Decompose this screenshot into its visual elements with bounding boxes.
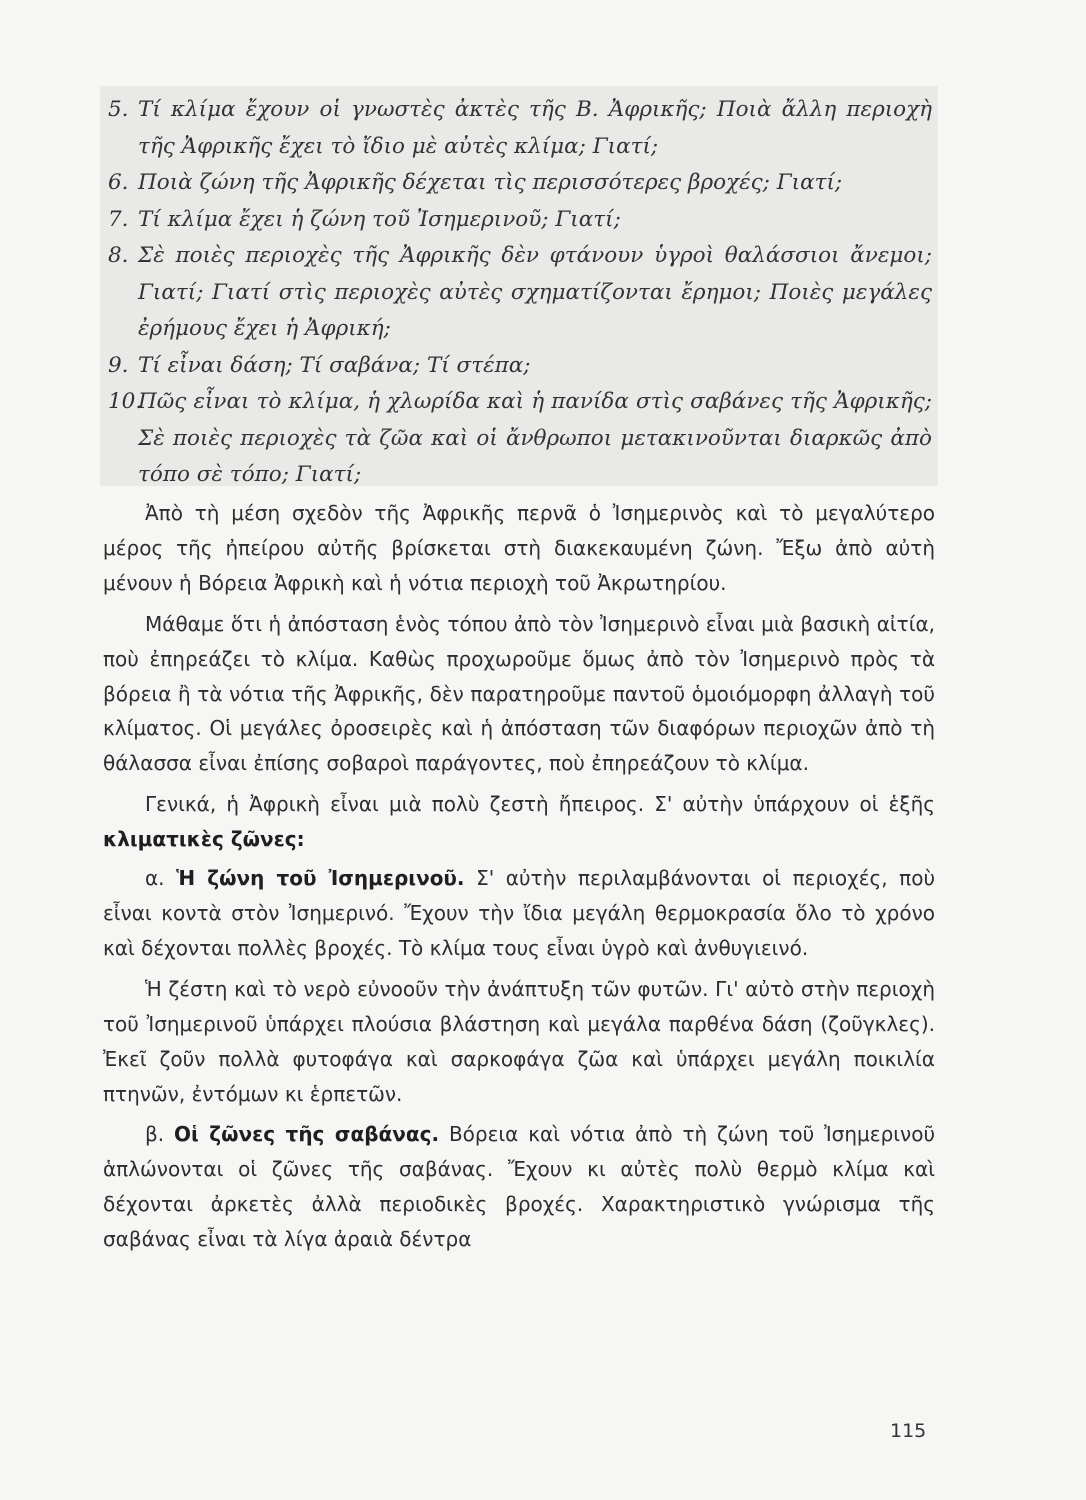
question-number: 9.	[108, 352, 129, 378]
question-number: 5.	[108, 97, 129, 122]
page-number: 115	[890, 1420, 927, 1442]
review-questions-box	[100, 86, 938, 486]
list-letter: α.	[145, 866, 165, 891]
paragraph-savanna-zone	[103, 1117, 935, 1257]
question-text: Πῶς εἶναι τὸ κλίμα, ἡ χλωρίδα καὶ ἡ πανίδα στὶς σαβάνες τῆς Ἀφρικῆς; Σὲ ποιὲς περιοχὲς τὰ ζῶα καὶ οἱ ἄνθρωποι μετακινοῦνται διαρκῶς ἀπὸ τόπο σὲ τόπο; Γιατί;	[138, 389, 932, 487]
question-number: 10.	[108, 389, 143, 414]
question-text: Τί κλίμα ἔχει ἡ ζώνη τοῦ Ἰσημερινοῦ; Γιατί;	[138, 206, 621, 232]
list-letter: β.	[145, 1122, 165, 1147]
paragraph-vegetation: Ἡ ζέστη καὶ τὸ νερὸ εὐνοοῦν τὴν ἀνάπτυξη τῶν φυτῶν. Γι' αὐτὸ στὴν περιοχὴ τοῦ Ἰσημερινοῦ ὑπάρχει πλούσια βλάστηση καὶ μεγάλα παρθένα δάση (ζοῦγκλες). Ἐκεῖ ζοῦν πολλὰ φυτοφάγα καὶ σαρκοφάγα ζῶα καὶ ὑπάρχει μεγάλη ποικιλία πτηνῶν, ἐντόμων κι ἑρπετῶν.	[103, 976, 935, 1106]
paragraph-text: Βόρεια καὶ νότια ἀπὸ τὴ ζώνη τοῦ Ἰσημερινοῦ ἁπλώνονται οἱ ζῶνες τῆς σαβάνας. Ἔχουν κι αὐτὲς πολὺ θερμὸ κλίμα καὶ δέχονται ἀρκετὲς ἀλλὰ περιοδικὲς βροχές. Χαρακτηριστικὸ γνώρισμα τῆς σαβάνας εἶναι τὰ λίγα ἀραιὰ δέντρα	[103, 1122, 936, 1252]
question-number: 8.	[108, 243, 129, 268]
question-item	[108, 238, 932, 348]
question-text: Τί εἶναι δάση; Τί σαβάνα; Τί στέπα;	[138, 352, 531, 378]
section-heading: Οἱ ζῶνες τῆς σαβάνας.	[174, 1122, 440, 1147]
bold-term: κλιματικὲς ζῶνες	[103, 827, 297, 852]
colon: :	[296, 827, 305, 852]
question-text: Τί κλίμα ἔχουν οἱ γνωστὲς ἀκτὲς τῆς Β. Ἀφρικῆς; Ποιὰ ἄλλη περιοχὴ τῆς Ἀφρικῆς ἔχει τὸ ἴδιο μὲ αὐτὲς κλίμα; Γιατί;	[138, 97, 932, 159]
question-number: 6.	[108, 170, 129, 195]
paragraph-distance: Μάθαμε ὅτι ἡ ἀπόσταση ἑνὸς τόπου ἀπὸ τὸν Ἰσημερινὸ εἶναι μιὰ βασικὴ αἰτία, ποὺ ἐπηρεάζει τὸ κλίμα. Καθὼς προχωροῦμε ὅμως ἀπὸ τὸν Ἰσημερινὸ πρὸς τὰ βόρεια ἢ τὰ νότια τῆς Ἀφρικῆς, δὲν παρατηροῦμε παντοῦ ὁμοιόμορφη ἀλλαγὴ τοῦ κλίματος. Οἱ μεγάλες ὀροσειρὲς καὶ ἡ ἀπόσταση τῶν διαφόρων περιοχῶν ἀπὸ τὴ θάλασσα εἶναι ἐπίσης σοβαροὶ παράγοντες, ποὺ ἐπηρεάζουν τὸ κλίμα.	[103, 611, 935, 776]
question-text: Σὲ ποιὲς περιοχὲς τῆς Ἀφρικῆς δὲν φτάνουν ὑγροὶ θαλάσσιοι ἄνεμοι; Γιατί; Γιατί στὶς περιοχὲς αὐτὲς σχηματίζονται ἔρημοι; Ποιὲς μεγάλες ἐρήμους ἔχει ἡ Ἀφρική;	[138, 243, 932, 341]
question-item	[108, 384, 932, 494]
paragraph-text: Σ' αὐτὴν περιλαμβάνονται οἱ περιοχές, ποὺ εἶναι κοντὰ στὸν Ἰσημερινό. Ἔχουν τὴν ἴδια μεγάλη θερμοκρασία ὅλο τὸ χρόνο καὶ δέχονται πολλὲς βροχές. Τὸ κλίμα τους εἶναι ὑγρὸ καὶ ἀνθυγιεινό.	[103, 866, 936, 960]
question-item	[108, 348, 932, 385]
question-text: Ποιὰ ζώνη τῆς Ἀφρικῆς δέχεται τὶς περισσότερες βροχές; Γιατί;	[138, 170, 843, 195]
section-heading: Ἡ ζώνη τοῦ Ἰσημερινοῦ.	[176, 866, 465, 891]
paragraph-text: Γενικά, ἡ Ἀφρικὴ εἶναι μιὰ πολὺ ζεστὴ ἤπειρος. Σ' αὐτὴν ὑπάρχουν οἱ ἑξῆς	[145, 792, 935, 817]
question-item	[108, 202, 932, 239]
paragraph-climate-zones	[103, 787, 935, 857]
body-text	[103, 496, 935, 1257]
paragraph-equator-zone	[103, 861, 935, 966]
paragraph-intro: Ἀπὸ τὴ μέση σχεδὸν τῆς Ἀφρικῆς περνᾶ ὁ Ἰσημερινὸς καὶ τὸ μεγαλύτερο μέρος τῆς ἠπείρου αὐτῆς βρίσκεται στὴ διακεκαυμένη ζώνη. Ἔξω ἀπὸ αὐτὴ μένουν ἡ Βόρεια Ἀφρικὴ καὶ ἡ νότια περιοχὴ τοῦ Ἀκρωτηρίου.	[103, 501, 935, 595]
question-item	[108, 165, 932, 202]
question-item	[108, 92, 932, 165]
question-number: 7.	[108, 206, 129, 232]
